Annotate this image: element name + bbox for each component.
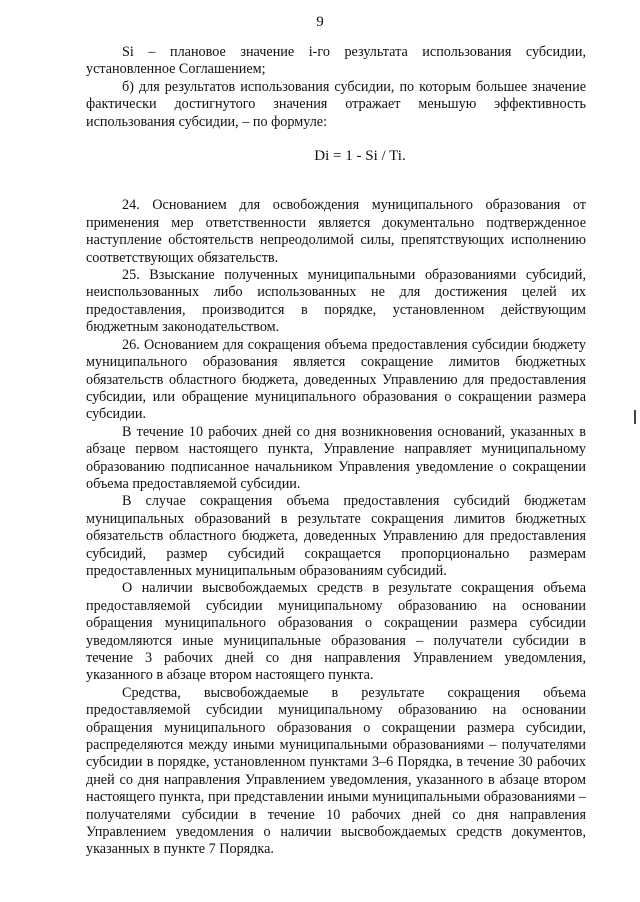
paragraph-released-funds-notice: О наличии высвобождаемых средств в результате сокращения объема предоставляемой субсидии муниципальному образованию на основании обращения муниципального образования о сокращении размера субсидии уведомляются иные муниципальные образования – получатели субсидии в течение 3 рабочих дней со дня направления Управлением уведомления, указанного в абзаце втором настоящего пункта. [86,580,586,684]
formula: Di = 1 - Si / Ti. [314,148,406,165]
scan-edge-mark [634,410,636,424]
page-number: 9 [316,14,324,30]
document-body [86,44,586,859]
paragraph-proportional-reduction: В случае сокращения объема предоставления субсидий бюджетам муниципальных образований в результате сокращения лимитов бюджетных обязательств областного бюджета, доведенных Управлению для предоставления субсидий, размер субсидий сокращается пропорционально размерам предоставленных муниципальным образованиям субсидий. [86,493,586,579]
paragraph-si-definition: Si – плановое значение i-го результата использования субсидии, установленное Соглашением; [86,44,586,78]
paragraph-formula-intro: б) для результатов использования субсидии, по которым большее значение фактически достигнутого значения отражает меньшую эффективность использования субсидии, – по формуле: [86,78,586,130]
paragraph-notification-term: В течение 10 рабочих дней со дня возникновения оснований, указанных в абзаце первом настоящего пункта, Управление направляет муниципальному образованию подписанное начальником Управления уведомление о сокращении объема предоставляемой субсидии. [86,423,586,492]
paragraph-item-25: 25. Взыскание полученных муниципальными образованиями субсидий, неиспользованных либо использованных не для достижения целей их предоставления, производится в порядке, установленном действующим бюджетным законодательством. [86,267,586,336]
paragraph-item-26: 26. Основанием для сокращения объема предоставления субсидии бюджету муниципального образования является сокращение лимитов бюджетных обязательств областного бюджета, доведенных Управлению для предоставления субсидии, или обращение муниципального образования о сокращении размера субсидии. [86,336,586,423]
paragraph-item-24: 24. Основанием для освобождения муниципального образования от применения мер ответственности является документально подтвержденное наступление обстоятельств непреодолимой силы, препятствующих исполнению соответствующих обязательств. [86,197,586,266]
paragraph-released-funds-distribution: Средства, высвобождаемые в результате сокращения объема предоставляемой субсидии муниципальному образованию на основании обращения муниципального образования о сокращении размера субсидии, распределяются между иными муниципальными образованиями – получателями субсидии в порядке, установленном пунктами 3–6 Порядка, в течение 30 рабочих дней со дня направления Управлением уведомления, указанного в абзаце втором настоящего пункта, при представлении иными муниципальными образованиями – получателями субсидии в течение 10 рабочих дней со дня направления Управлением уведомления о наличии высвобождаемых средств документов, указанных в пункте 7 Порядка. [86,684,586,858]
